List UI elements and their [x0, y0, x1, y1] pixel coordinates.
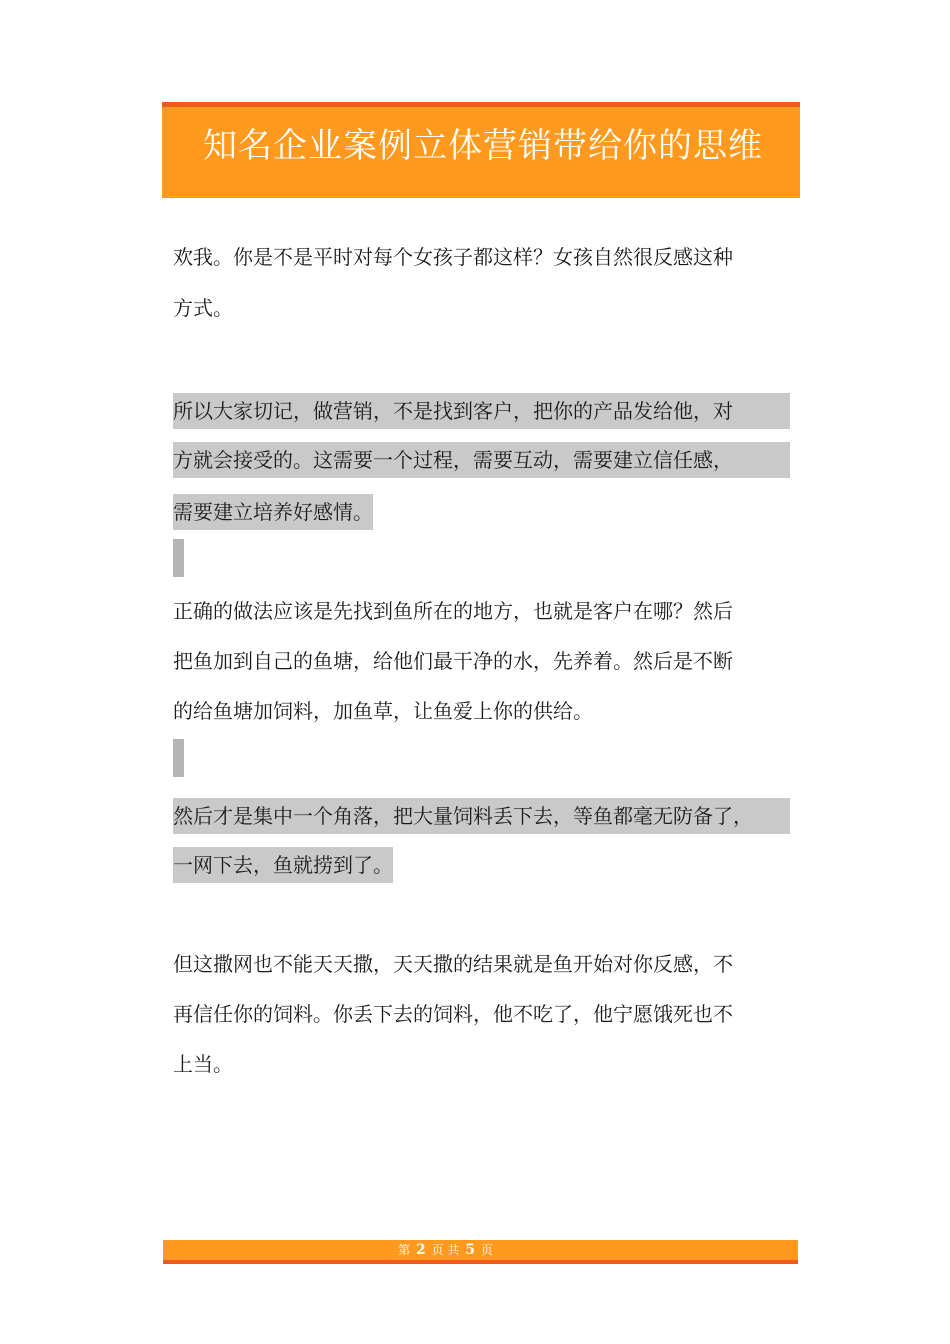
- highlighted-line: 需要建立培养好感情。: [173, 494, 373, 530]
- total-pages: 5: [465, 1242, 475, 1258]
- paragraph-line: 但这撒网也不能天天撒，天天撒的结果就是鱼开始对你反感，不: [173, 952, 733, 976]
- page-number: [163, 1240, 798, 1260]
- page-suffix: 页: [480, 1243, 493, 1257]
- current-page: 2: [416, 1242, 426, 1258]
- highlighted-line: 所以大家切记，做营销，不是找到客户，把你的产品发给他，对: [173, 393, 790, 429]
- paragraph-line: 上当。: [173, 1052, 233, 1076]
- paragraph-line: 把鱼加到自己的鱼塘，给他们最干净的水，先养着。然后是不断: [173, 649, 733, 673]
- footer-rule: [163, 1260, 798, 1264]
- page-prefix: 第: [398, 1243, 411, 1257]
- paragraph-line: 方式。: [173, 296, 233, 320]
- highlighted-line: 方就会接受的。这需要一个过程，需要互动，需要建立信任感，: [173, 442, 790, 478]
- page-title: 知名企业案例立体营销带给你的思维: [203, 126, 763, 166]
- paragraph-line: 欢我。你是不是平时对每个女孩子都这样？女孩自然很反感这种: [173, 245, 733, 269]
- highlight-marker: [173, 739, 184, 777]
- highlight-marker: [173, 539, 184, 577]
- paragraph-line: 的给鱼塘加饲料，加鱼草，让鱼爱上你的供给。: [173, 699, 593, 723]
- footer-band: [163, 1240, 798, 1260]
- highlighted-line: 一网下去，鱼就捞到了。: [173, 847, 393, 883]
- page-middle: 页 共: [431, 1243, 460, 1257]
- highlighted-line: 然后才是集中一个角落，把大量饲料丢下去，等鱼都毫无防备了，: [173, 798, 790, 834]
- paragraph-line: 正确的做法应该是先找到鱼所在的地方，也就是客户在哪？然后: [173, 599, 733, 623]
- paragraph-line: 再信任你的饲料。你丢下去的饲料，他不吃了，他宁愿饿死也不: [173, 1002, 733, 1026]
